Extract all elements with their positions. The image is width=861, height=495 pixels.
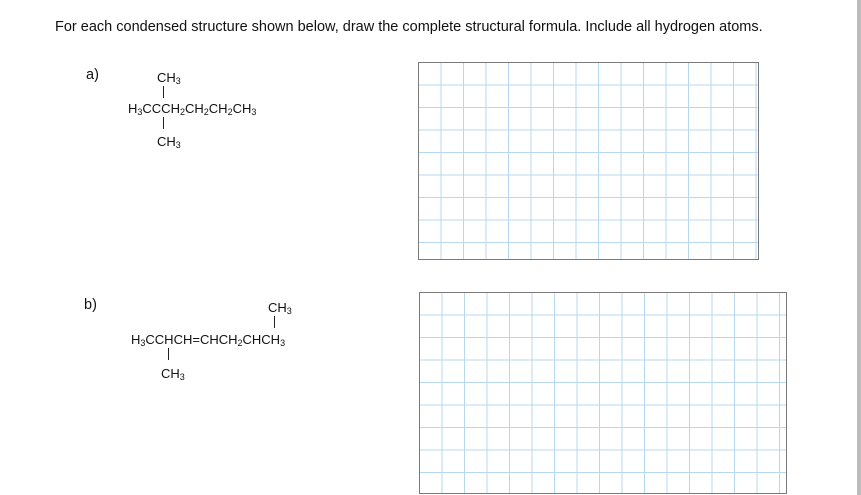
problem-b-bottom-substituent: $CH_3$ [161,366,185,382]
problem-a-label: a) [86,67,99,83]
problem-b-main-chain: $H_3CCHCH=CHCH_2CHCH_3$ [131,332,286,348]
problem-b-label: b) [84,297,97,313]
problem-b-bottom-bond [168,348,169,360]
problem-a-top-bond [163,86,164,98]
problem-b-top-substituent: $CH_3$ [268,300,292,316]
problem-a-bottom-substituent: $CH_3$ [157,134,181,150]
problem-a-main-chain: $H_3CCCH_2CH_2CH_2CH_3$ [128,101,257,117]
scrollbar-edge[interactable] [857,0,861,495]
instructions-text: For each condensed structure shown below, draw the complete structural formula. Include all hydrogen atoms. [55,19,763,35]
problem-a-bottom-bond [163,117,164,129]
problem-a-drawing-grid[interactable] [418,62,759,260]
problem-b-drawing-grid[interactable] [419,292,787,494]
problem-a-top-substituent: $CH_3$ [157,70,181,86]
problem-b-top-bond [274,316,275,328]
